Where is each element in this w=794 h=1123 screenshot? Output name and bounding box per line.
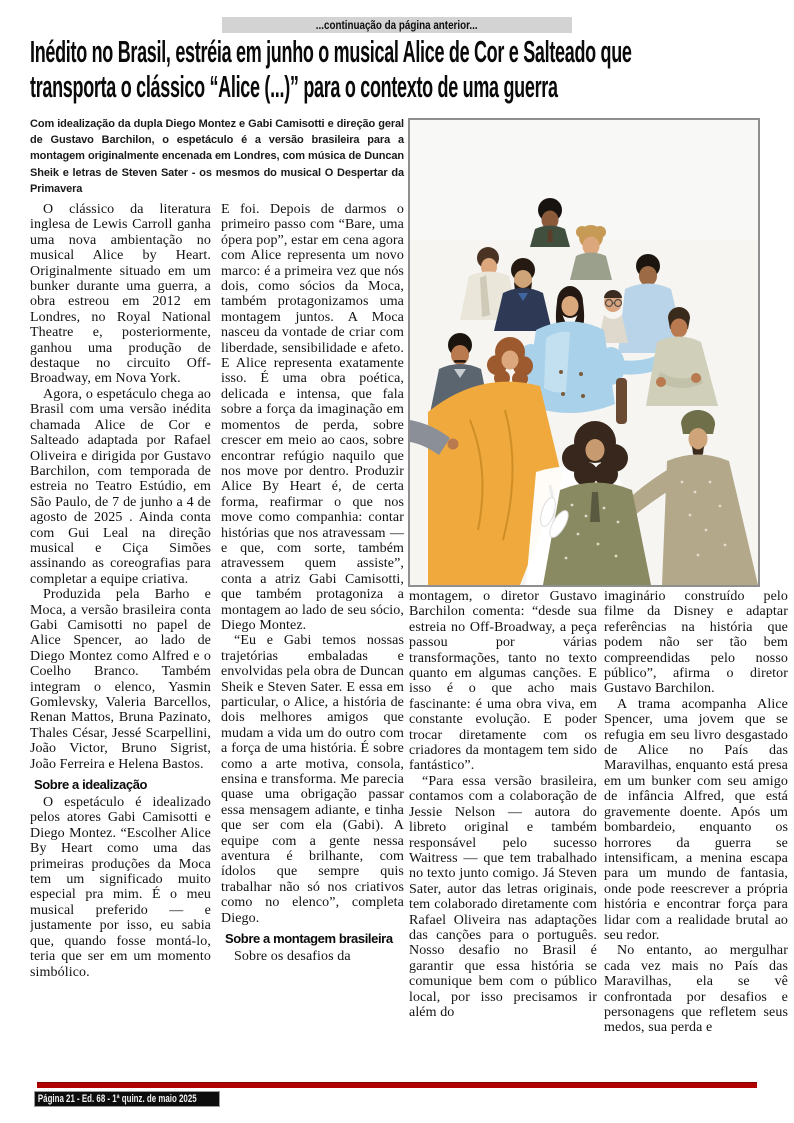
paragraph: montagem, o diretor Gustavo Barchilon comenta: “desde sua estreia no Off-Broadway, a peça passou por várias transformações, tanto no texto quanto em algumas canções. E isso é o que acho mais fascinante: é uma obra viva, em constante evolução. E poder trocar diretamente com os criadores da montagem tem sido fantástico”. xyxy=(409,589,597,774)
section-heading-montagem: Sobre a montagem brasileira xyxy=(225,931,393,947)
paragraph: O espetáculo é idealizado pelos atores Gabi Camisotti e Diego Montez. “Escolher Alice By Heart como uma das primeiras produções da Moca tem um significado muito especial pra mim. É o meu musical preferido — e justamente por isso, eu sabia que, quando fosse montá-lo, teria que ser em um momento simbólico. xyxy=(30,795,211,980)
footer-rule xyxy=(37,1082,757,1088)
paragraph: Sobre os desafios da xyxy=(234,949,351,965)
continuation-banner xyxy=(222,17,572,33)
paragraph: “Eu e Gabi temos nossas trajetórias embaladas e envolvidas pela obra de Duncan Sheik e Steven Sater. E essa em particular, o Alice, a história de dois melhores amigos que mudam a vida um do outro com a força de uma história. É sobre como a arte motiva, consola, ensina e transforma. Me parecia quase uma obrigação passar essa mensagem adiante, e tinha que ser com ela (Gabi). A equipe com a gente nessa aventura é brilhante, com ídolos que sempre quis trabalhar não só nos criativos como no elenco”, completa Diego. xyxy=(221,633,404,926)
text-column-4 xyxy=(604,589,788,1081)
section-heading-idealizacao: Sobre a idealização xyxy=(34,777,148,793)
headline-line-1: Inédito no Brasil, estréia em junho o musical Alice de Cor e Salteado que xyxy=(30,34,632,69)
continuation-banner-text: ...continuação da página anterior... xyxy=(316,18,478,32)
paragraph: No entanto, ao mergulhar cada vez mais no País das Maravilhas, ela se vê confrontada por desafios e personagens que refletem seus medos, sua perda e xyxy=(604,943,788,1036)
text-column-3 xyxy=(409,589,597,1081)
headline-line-2: transporta o clássico “Alice (...)” para o contexto de uma guerra xyxy=(30,69,558,104)
cast-photo xyxy=(408,118,760,587)
footer-bar xyxy=(34,1091,220,1107)
paragraph: A trama acompanha Alice Spencer, uma jovem que se refugia em seu livro desgastado de Alice no País das Maravilhas, enquanto está presa em um bunker com seu amigo de infância Alfred, que está gravemente doente. Após um bombardeio, enquanto os horrores da guerra se intensificam, a menina escapa para um mundo de fantasia, onde pode reescrever a própria história e encontrar força para lidar com a realidade brutal ao seu redor. xyxy=(604,696,788,943)
paragraph: Agora, o espetáculo chega ao Brasil com uma versão inédita chamada Alice de Cor e Salteado adaptada por Rafael Oliveira e dirigida por Gustavo Barchilon, com temporada de estreia no Teatro Estúdio, em São Paulo, de 7 de junho a 4 de agosto de 2025 . Ainda conta com Gui Leal na direção musical e Ciça Simões assinando as coreografias para completar a equipe criativa. xyxy=(30,386,211,587)
paragraph: imaginário construído pelo filme da Disney e adaptar referências na história que podem não ser tão bem compreendidas pelo nosso público”, afirma o diretor Gustavo Barchilon. xyxy=(604,589,788,697)
text-column-1 xyxy=(30,202,211,1080)
cast-photo-illustration xyxy=(410,120,758,585)
paragraph: “Para essa versão brasileira, contamos com a colaboração de Jessie Nelson — autora do libreto original e também responsável pelo sucesso Waitress — que tem trabalhado no texto junto comigo. Já Steven Sater, autor das letras originais, tem colaborado diretamente com Rafael Oliveira nas adaptações das canções para o português. Nosso desafio no Brasil é garantir que essa história se comunique bem com o público local, por isso precisamos ir além do xyxy=(409,773,597,1020)
footer-page-info: Página 21 - Ed. 68 - 1ª quinz. de maio 2025 xyxy=(37,1093,197,1105)
article-headline xyxy=(30,34,770,104)
paragraph: O clássico da literatura inglesa de Lewis Carroll ganha uma nova ambientação no musical Alice by Heart. Originalmente situado em um bunker durante uma guerra, a obra estreou em 2012 em Londres, no Royal National Theatre e, posteriormente, ganhou uma produção de destaque no circuito Off-Broadway, em Nova York. xyxy=(30,202,211,387)
article-lead: Com idealização da dupla Diego Montez e Gabi Camisotti e direção geral de Gustavo Barchilon, o espetáculo é a versão brasileira para a montagem originalmente encenada em Londres, com música de Duncan Sheik e letras de Steven Sater - os mesmos do musical O Despertar da Primavera xyxy=(30,118,404,195)
chair-back xyxy=(616,378,627,424)
paragraph: Produzida pela Barho e Moca, a versão brasileira conta Gabi Camisotti no papel de Alice Spencer, ao lado de Diego Montez como Alfred e o Coelho Branco. Também integram o elenco, Yasmin Gomlevsky, Valeria Barcellos, Renan Mattos, Bruna Pazinato, Thales César, Jessé Scarpellini, João Victor, Bruno Sigrist, João Ferreira e Helena Bastos. xyxy=(30,587,211,772)
text-column-2 xyxy=(221,202,404,1080)
paragraph: E foi. Depois de darmos o primeiro passo com “Bare, uma ópera pop”, estar em cena agora com Alice representa um novo marco: é a primeira vez que nós dois, como sócios da Moca, também protagonizamos uma montagem juntos. A Moca nasceu da vontade de criar com liberdade, sensibilidade e afeto. E Alice representa exatamente isso. É uma obra poética, delicada e intensa, que fala sobre a força da imaginação em momentos de perda, sobre crescer em meio ao caos, sobre encontrar refúgio naquilo que nos move por dentro. Produzir Alice By Heart é, de certa forma, reafirmar o que nos move como companhia: contar histórias que nos atravessam — e que, com sorte, também atravessem quem assiste”, conta a atriz Gabi Camisotti, que também protagoniza a montagem ao lado de seu sócio, Diego Montez. xyxy=(221,202,404,633)
